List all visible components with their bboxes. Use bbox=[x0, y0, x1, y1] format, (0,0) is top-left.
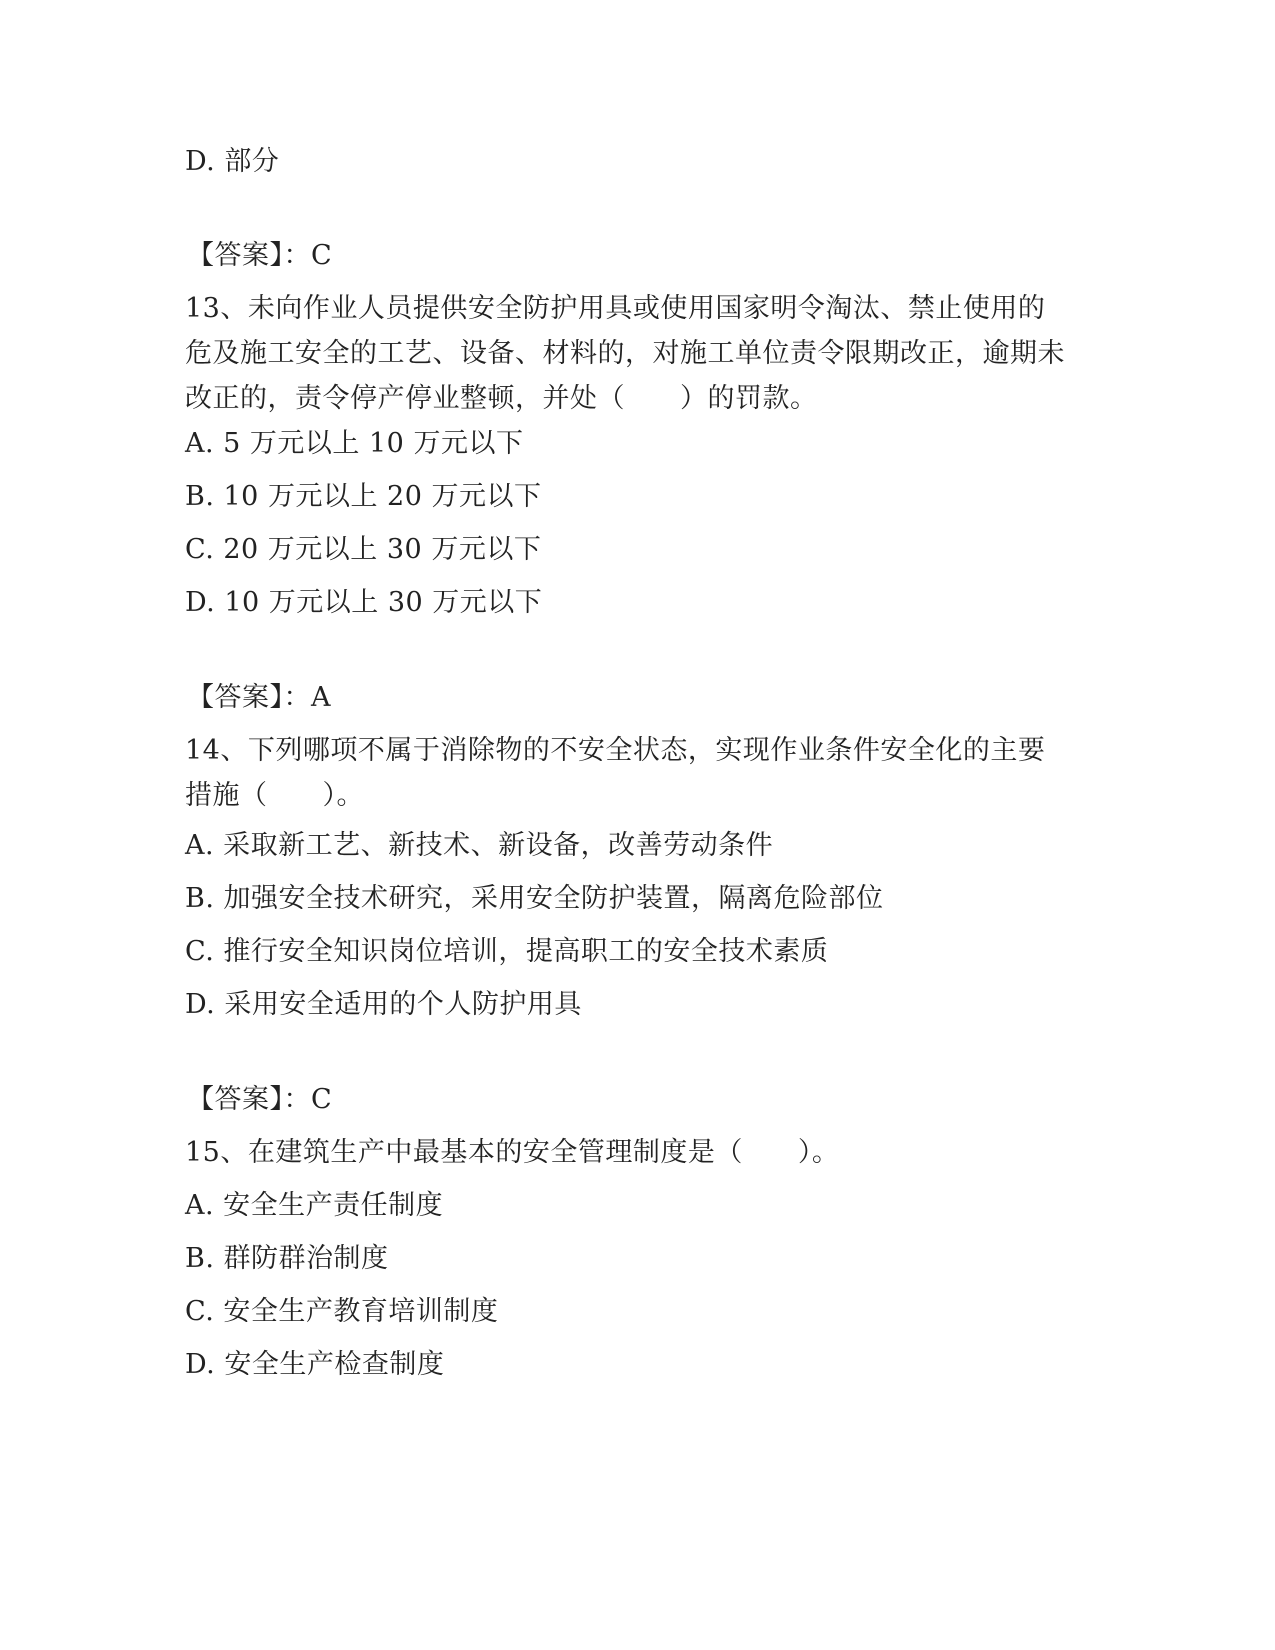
q15-option-a: A. 安全生产责任制度 bbox=[185, 1190, 444, 1221]
q14-stem: 14、下列哪项不属于消除物的不安全状态，实现作业条件安全化的主要措施（ ）。 bbox=[185, 735, 1046, 811]
q14-option-d: D. 采用安全适用的个人防护用具 bbox=[185, 989, 582, 1020]
q14-option-b: B. 加强安全技术研究，采用安全防护装置，隔离危险部位 bbox=[185, 883, 884, 914]
q15-stem: 15、在建筑生产中最基本的安全管理制度是（ ）。 bbox=[185, 1137, 840, 1168]
q13-option-d: D. 10 万元以上 30 万元以下 bbox=[185, 587, 543, 618]
q14-answer: 【答案】：C bbox=[187, 1084, 333, 1115]
q13-stem: 13、未向作业人员提供安全防护用具或使用国家明令淘汰、禁止使用的危及施工安全的工艺、设备、材料的，对施工单位责令限期改正，逾期未改正的，责令停产停业整顿，并处（ ）的罚款。 bbox=[185, 293, 1065, 414]
q13-option-c: C. 20 万元以上 30 万元以下 bbox=[185, 534, 542, 565]
prev-answer: 【答案】：C bbox=[187, 240, 333, 271]
prev-option-d: D. 部分 bbox=[185, 146, 280, 177]
q13-option-b: B. 10 万元以上 20 万元以下 bbox=[185, 481, 542, 512]
q13-option-a: A. 5 万元以上 10 万元以下 bbox=[185, 428, 524, 459]
q15-option-d: D. 安全生产检查制度 bbox=[185, 1349, 445, 1380]
q13-answer: 【答案】：A bbox=[187, 682, 331, 713]
q15-option-b: B. 群防群治制度 bbox=[185, 1243, 389, 1274]
q14-option-c: C. 推行安全知识岗位培训，提高职工的安全技术素质 bbox=[185, 936, 829, 967]
q15-option-c: C. 安全生产教育培训制度 bbox=[185, 1296, 499, 1327]
q14-option-a: A. 采取新工艺、新技术、新设备，改善劳动条件 bbox=[185, 830, 774, 861]
